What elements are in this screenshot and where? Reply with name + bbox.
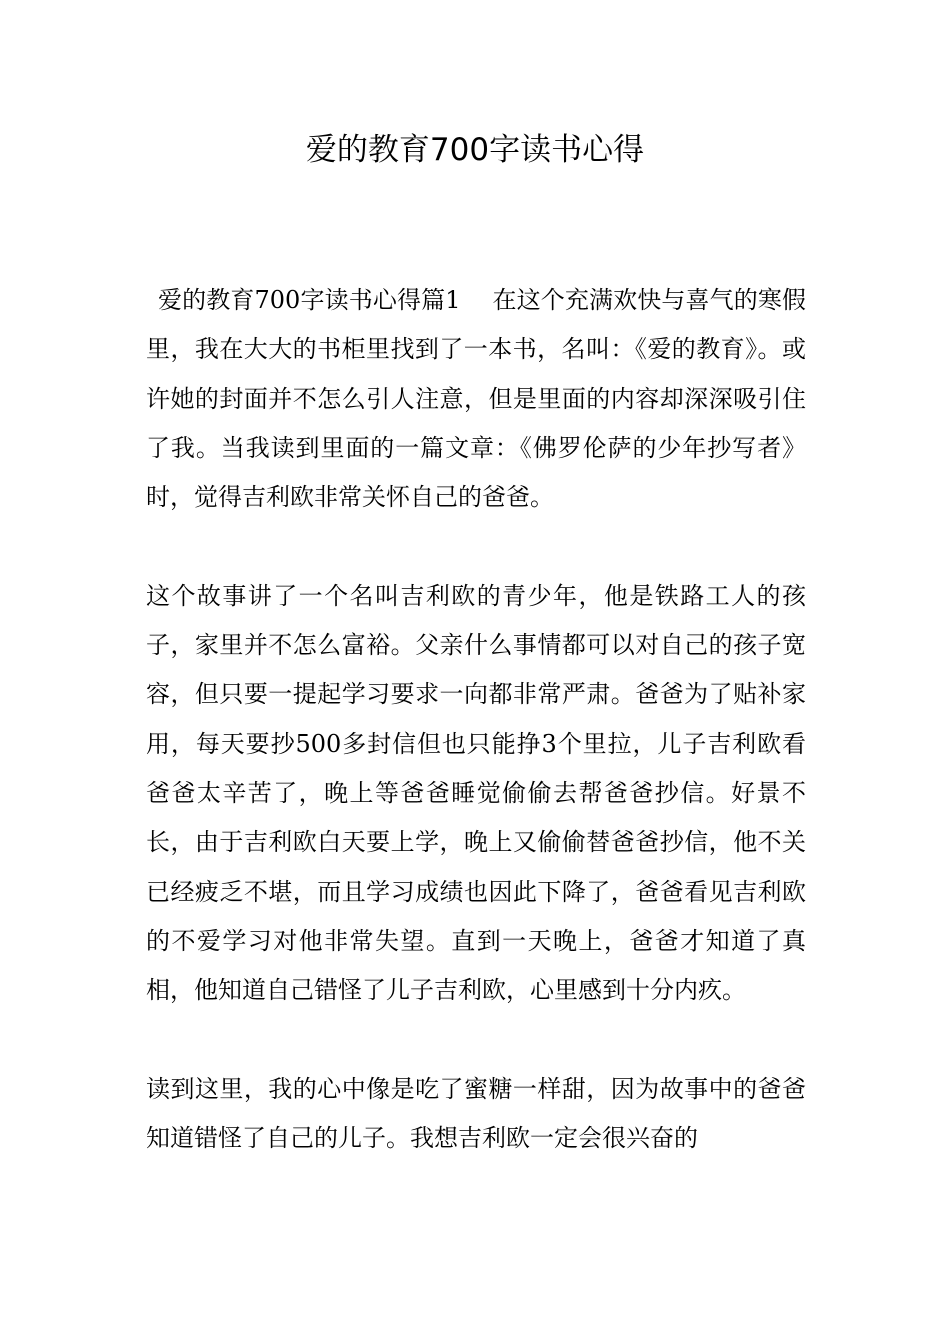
paragraph-1: 爱的教育700字读书心得篇1 在这个充满欢快与喜气的寒假里，我在大大的书柜里找到了一本书，名叫：《爱的教育》。或许她的封面并不怎么引人注意，但是里面的内容却深深吸引住了我。当我读到里面的一篇文章：《佛罗伦萨的少年抄写者》时，觉得吉利欧非常关怀自己的爸爸。: [146, 286, 806, 512]
paragraph-2: 这个故事讲了一个名叫吉利欧的青少年，他是铁路工人的孩子，家里并不怎么富裕。父亲什么事情都可以对自己的孩子宽容，但只要一提起学习要求一向都非常严肃。爸爸为了贴补家用，每天要抄500多封信但也只能挣3个里拉，儿子吉利欧看爸爸太辛苦了，晚上等爸爸睡觉偷偷去帮爸爸抄信。好景不长，由于吉利欧白天要上学，晚上又偷偷替爸爸抄信，他不关已经疲乏不堪，而且学习成绩也因此下降了，爸爸看见吉利欧的不爱学习对他非常失望。直到一天晚上，爸爸才知道了真相，他知道自己错怪了儿子吉利欧，心里感到十分内疚。: [146, 581, 806, 1005]
paragraph-3: 读到这里，我的心中像是吃了蜜糖一样甜，因为故事中的爸爸知道错怪了自己的儿子。我想吉利欧一定会很兴奋的: [146, 1074, 806, 1153]
document-body: [146, 276, 806, 1163]
document-title: 爱的教育700字读书心得: [305, 132, 645, 168]
